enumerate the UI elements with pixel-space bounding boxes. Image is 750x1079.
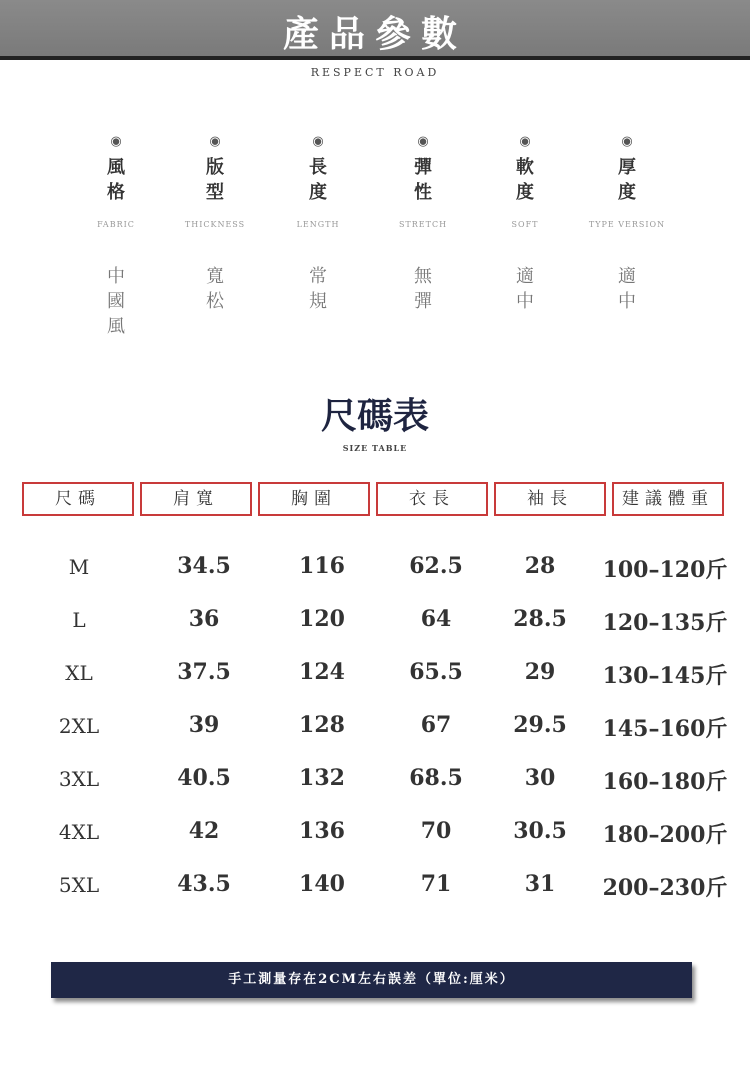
table-cell: 29.5 (513, 712, 567, 738)
table-cell: 37.5 (177, 659, 231, 685)
radio-dot-icon: ◉ (110, 134, 122, 149)
table-cell: 145–160斤 (602, 716, 728, 742)
attribute-label: 彈 性 (414, 157, 432, 203)
table-cell: 30.5 (513, 818, 567, 844)
table-cell: 120–135斤 (602, 610, 728, 636)
table-cell: 28.5 (513, 606, 567, 632)
size-label-cell: M (68, 555, 90, 579)
table-header-cell: 尺碼 (22, 482, 134, 516)
size-label-cell: 2XL (58, 714, 100, 738)
table-header-cell: 建議體重 (612, 482, 724, 516)
table-cell: 36 (188, 606, 220, 632)
attribute-label: 長 度 (309, 157, 327, 203)
table-cell: 28 (524, 553, 556, 579)
table-cell: 120 (299, 606, 345, 632)
table-header-cell: 胸圍 (258, 482, 370, 516)
table-cell: 65.5 (409, 659, 463, 685)
size-table-title: 尺碼表 (320, 395, 429, 437)
table-cell: 42 (188, 818, 220, 844)
size-label-cell: L (72, 608, 86, 632)
table-cell: 180–200斤 (602, 822, 728, 848)
table-header-cell: 衣長 (376, 482, 488, 516)
attribute-value: 常 規 (309, 266, 327, 312)
table-cell: 30 (524, 765, 556, 791)
table-cell: 39 (188, 712, 220, 738)
measurement-note: 手工測量存在2CM左右誤差（單位:厘米） (51, 962, 692, 998)
attribute-value: 無 彈 (414, 266, 432, 312)
table-cell: 40.5 (177, 765, 231, 791)
table-cell: 62.5 (409, 553, 463, 579)
size-label-cell: XL (65, 661, 93, 685)
table-cell: 68.5 (409, 765, 463, 791)
table-cell: 160–180斤 (602, 769, 728, 795)
table-cell: 130–145斤 (602, 663, 728, 689)
attribute-value: 適 中 (618, 266, 636, 312)
size-table-subtitle: SIZE TABLE (342, 443, 408, 453)
table-cell: 70 (420, 818, 452, 844)
table-cell: 71 (420, 871, 452, 897)
table-cell: 132 (299, 765, 345, 791)
table-cell: 31 (524, 871, 556, 897)
attribute-english-label: THICKNESS (184, 220, 246, 229)
table-cell: 200–230斤 (602, 875, 728, 901)
attribute-english-label: TYPE VERSION (588, 220, 666, 229)
attribute-english-label: FABRIC (97, 220, 135, 229)
attribute-label: 軟 度 (516, 157, 534, 203)
table-cell: 64 (420, 606, 452, 632)
radio-dot-icon: ◉ (209, 134, 221, 149)
table-header-cell: 袖長 (494, 482, 606, 516)
attribute-label: 版 型 (206, 157, 224, 203)
table-cell: 124 (299, 659, 345, 685)
table-cell: 128 (299, 712, 345, 738)
table-cell: 140 (299, 871, 345, 897)
attribute-english-label: SOFT (511, 220, 539, 229)
table-cell: 136 (299, 818, 345, 844)
attribute-value: 寬 松 (206, 266, 224, 312)
table-cell: 34.5 (177, 553, 231, 579)
radio-dot-icon: ◉ (417, 134, 429, 149)
table-cell: 116 (299, 553, 345, 579)
radio-dot-icon: ◉ (312, 134, 324, 149)
radio-dot-icon: ◉ (621, 134, 633, 149)
attribute-value: 適 中 (516, 266, 534, 312)
attribute-value: 中 國 風 (107, 266, 125, 337)
radio-dot-icon: ◉ (519, 134, 531, 149)
page-title: 產品參數 (282, 13, 467, 55)
page-subtitle: RESPECT ROAD (310, 66, 440, 79)
attribute-english-label: STRETCH (398, 220, 448, 229)
table-header-cell: 肩寬 (140, 482, 252, 516)
table-cell: 43.5 (177, 871, 231, 897)
table-cell: 29 (524, 659, 556, 685)
size-label-cell: 3XL (58, 767, 100, 791)
table-cell: 100–120斤 (602, 557, 728, 583)
attribute-label: 厚 度 (618, 157, 636, 203)
size-label-cell: 5XL (58, 873, 100, 897)
attribute-label: 風 格 (107, 157, 125, 203)
table-cell: 67 (420, 712, 452, 738)
attribute-english-label: LENGTH (296, 220, 340, 229)
size-label-cell: 4XL (58, 820, 100, 844)
